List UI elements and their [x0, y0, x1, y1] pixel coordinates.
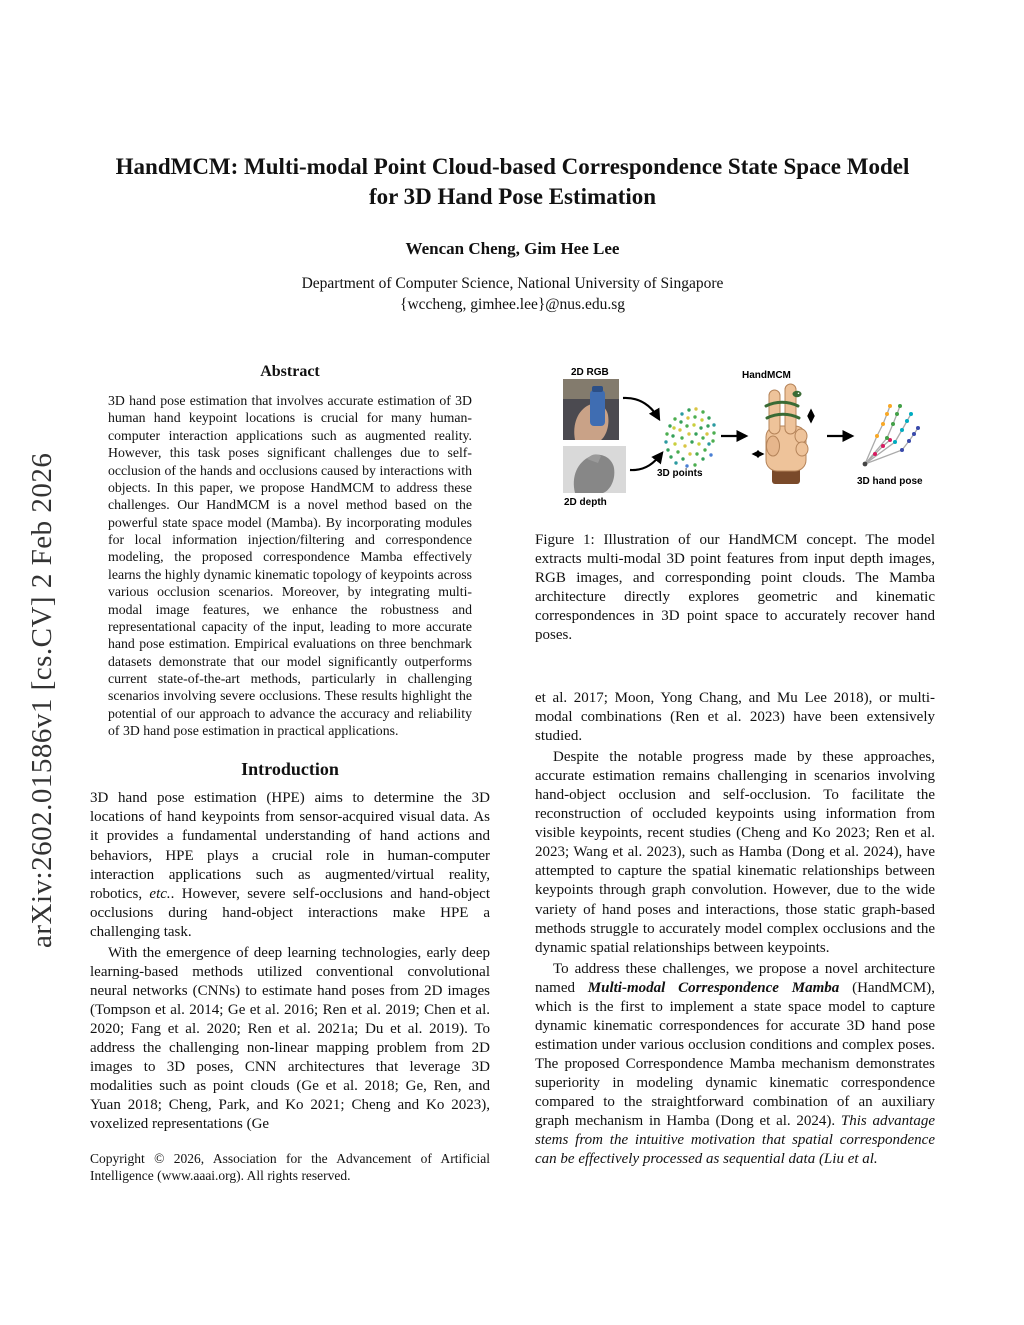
intro-paragraph-1: [90, 789, 490, 941]
rightcol-paragraph-3-text: To address these challenges, we propose a novel architecture named: [535, 960, 935, 996]
intro-paragraph-1-text: 3D hand pose estimation (HPE) aims to determine the 3D locations of hand keypoints from sensor-acquired visual data. As it provides a fundamental understanding of hand actions and behaviors, HPE plays a crucial role in human-computer interaction applications such as augmented/virtual reality, robotics,: [90, 790, 490, 902]
paper-title: [90, 152, 935, 213]
depth-image-thumb: [563, 446, 626, 493]
figure-1-caption: Figure 1: Illustration of our HandMCM concept. The model extracts multi-modal 3D point features from input depth images, RGB images, and corresponding point clouds. The Mamba architecture directly explores geometric and kinematic correspondences in 3D point space to accurately recover hand poses.: [535, 531, 935, 643]
rightcol-paragraph-3-rest: (HandMCM), which is the first to implement a state space model to capture dynamic kinematic correspondences for accurate 3D hand pose estimation under various occlusion conditions and complex poses. The proposed Correspondence Mamba mechanism demonstrates superiority in modeling dynamic kinematic correspondence compared to the straightforward combination of an auxiliary graph mechanism in Hamba (Dong et al. 2024).: [535, 979, 935, 1130]
copyright-note: Copyright © 2026, Association for the Advancement of Artificial Intelligence (www.aaai.org). All rights reserved.: [90, 1151, 490, 1184]
intro-paragraph-1-rest: . However, severe self-occlusions and hand-object occlusions during hand-object interactions make HPE a challenging task.: [90, 885, 490, 940]
paper-title-line1: HandMCM: Multi-modal Point Cloud-based Correspondence State Space Model: [115, 154, 910, 179]
rightcol-paragraph-1: et al. 2017; Moon, Yong Chang, and Mu Lee 2018), or multi-modal combinations (Ren et al. 2023) have been extensively studied.: [535, 690, 935, 745]
author-emails: {wccheng, gimhee.lee}@nus.edu.sg: [400, 295, 625, 313]
rgb-image-thumb: [563, 379, 619, 440]
abstract-heading: Abstract: [260, 362, 320, 380]
abstract-text: 3D hand pose estimation that involves accurate estimation of 3D human hand keypoint locations is crucial for many human-computer interaction applications such as augmented reality. However, this task poses significant challenges due to self-occlusion of the hands and occlusions caused by interactions with objects. In this paper, we propose HandMCM to address these challenges. Our HandMCM is a novel method based on the powerful state space model (Mamba). By incorporating modules for local information injection/filtering and correspondence modeling, the proposed correspondence Mamba effectively learns the highly dynamic kinematic topology of keypoints across various occlusion scenarios. Moreover, by integrating multi-modal image features, we enhance the robustness and representational capacity of the input, leading to more accurate hand pose estimation. Empirical evaluations on three benchmark datasets demonstrate that our model significantly outperforms current state-of-the-art methods, particularly in challenging scenarios involving severe occlusions. These results highlight the potential of our approach to advance the accuracy and reliability of 3D hand pose estimation in practical applications.: [108, 393, 472, 739]
rightcol-paragraph-3: [535, 960, 935, 1170]
two-column-body: [90, 358, 935, 1185]
label-2d-rgb: 2D RGB: [571, 366, 609, 378]
hand-pose-skeleton: [863, 404, 920, 466]
label-handmcm: HandMCM: [742, 369, 791, 381]
section-heading-introduction: Introduction: [241, 758, 339, 779]
paper-title-line2: for 3D Hand Pose Estimation: [368, 184, 657, 210]
affiliation: Department of Computer Science, National University of Singapore: [301, 274, 724, 292]
label-3d-hand-pose: 3D hand pose: [857, 475, 923, 487]
intro-paragraph-1-etc: etc.: [149, 885, 171, 902]
arrow-rgb-to-points-icon: [623, 398, 659, 419]
rightcol-paragraph-3-mcm: Multi-modal Correspondence Mamba: [587, 979, 840, 996]
rightcol-paragraph-2: Despite the notable progress made by these approaches, accurate estimation remains challenging in scenarios involving hand-object occlusion and self-occlusion. To facilitate the reconstruction of occluded keypoints using information from visible keypoints, recent studies (Cheng and Ko 2023; Ren et al. 2023; Wang et al. 2023), such as Hamba (Dong et al. 2024), have attempted to capture the spatial kinematic relationships between keypoints through graph convolution. However, due to the wide variety of hand poses and interactions, those static graph-based methods struggle to accurately model complex occlusions and the dynamic spatial relationships between keypoints.: [535, 749, 935, 956]
figure-1-graphic: [535, 364, 935, 519]
rightcol-paragraph-3-italic: This advantage stems from the intuitive motivation that spatial correspondence can be effectively processed as sequential data (Liu et al.: [535, 1113, 936, 1168]
authors: Wencan Cheng, Gim Hee Lee: [405, 238, 620, 258]
right-column: [535, 358, 935, 1185]
label-2d-depth: 2D depth: [564, 496, 607, 508]
point-cloud: [664, 407, 715, 467]
figure-1: [535, 364, 935, 645]
arxiv-watermark: arXiv:2602.01586v1 [cs.CV] 2 Feb 2026: [26, 452, 58, 948]
intro-paragraph-2: With the emergence of deep learning technologies, early deep learning-based methods utilized conventional convolutional neural networks (CNNs) to estimate hand poses from 2D images (Tompson et al. 2014; Ge et al. 2016; Ren et al. 2019; Chen et al. 2020; Fang et al. 2020; Ren et al. 2021a; Du et al. 2019). To address the challenging non-linear mapping problem from 2D images to 3D poses, CNN architectures that leverage 3D modalities such as point clouds (Ge et al. 2018; Ge, Ren, and Yuan 2018; Cheng, Park, and Ko 2021; Cheng and Ko 2023), voxelized representations (Ge: [90, 944, 490, 1133]
left-column: [90, 358, 490, 1185]
label-3d-points: 3D points: [657, 467, 703, 479]
handmcm-hand-illustration: [753, 384, 811, 484]
